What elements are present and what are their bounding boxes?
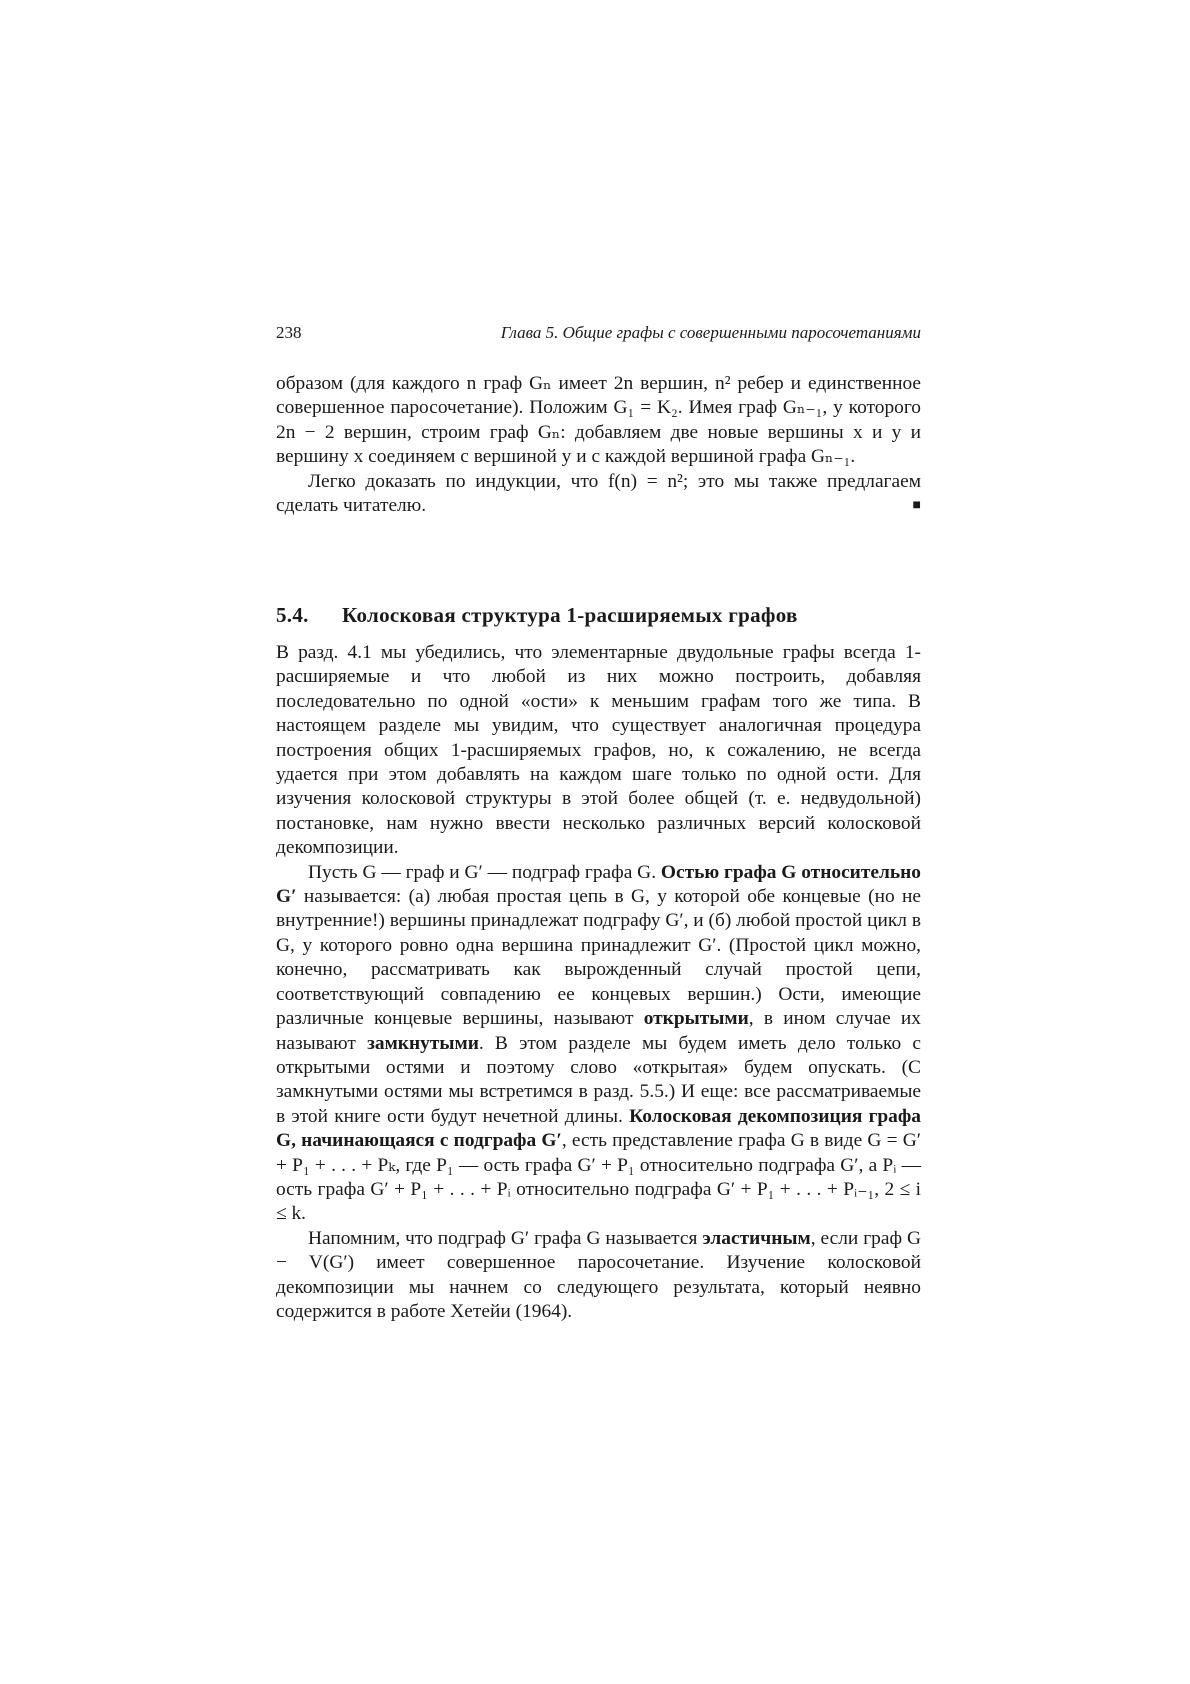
term-open: открытыми xyxy=(643,1008,749,1030)
section-number: 5.4. xyxy=(276,603,309,627)
section-body xyxy=(276,641,921,1324)
text-run: . В этом разделе мы будем иметь дело только с открытыми остями и поэтому слово «открытая» будем опускать. (С замкнутыми остями мы встретимся в разд. 5.5.) И еще: все рассматриваемые в этой книге ости будут нечетной длины. xyxy=(276,1032,921,1127)
term-ost-definition: Остью графа G относительно G′ xyxy=(276,861,921,908)
section-heading xyxy=(276,603,921,628)
term-elastic: эластичным xyxy=(702,1227,811,1249)
section-paragraph-3 xyxy=(276,1227,921,1325)
intro-paragraph-2 xyxy=(276,470,921,519)
intro-paragraph-2-text: Легко доказать по индукции, что f(n) = n²; это мы также предлагаем сделать читателю. xyxy=(276,470,921,517)
term-ear-decomposition: Колосковая декомпозиция графа G, начинающаяся с подграфа G′ xyxy=(276,1105,921,1152)
text-run: , в ином случае их называют xyxy=(276,1008,921,1054)
running-title: Глава 5. Общие графы с совершенными паросочетаниями xyxy=(500,323,921,342)
text-run: Напомним, что подграф G′ графа G называется xyxy=(308,1227,703,1249)
term-closed: замкнутыми xyxy=(367,1032,479,1054)
section-paragraph-2 xyxy=(276,861,921,1227)
section-paragraph-1: В разд. 4.1 мы убедились, что элементарные двудольные графы всегда 1-расширяемые и что любой из них можно построить, добавляя последовательно по одной «ости» к меньшим графам того же типа. В настоящем разделе мы увидим, что существует аналогичная процедура построения общих 1-расширяемых графов, но, к сожалению, не всегда удается при этом добавлять на каждом шаге только по одной ости. Для изучения колосковой структуры в этой более общей (т. е. недвудольной) постановке, нам нужно ввести несколько различных версий колосковой декомпозиции. xyxy=(276,642,921,859)
qed-square-icon: ■ xyxy=(912,498,921,514)
page-number: 238 xyxy=(276,323,302,342)
text-run: называется: (а) любая простая цепь в G, у которой обе концевые (но не внутренние!) вершины принадлежат подграфу G′, и (б) любой простой цикл в G, у которого ровно одна вершина принадлежит G′. (Простой цикл можно, конечно, рассматривать как вырожденный случай простой цепи, соответствующий совпадению ее концевых вершин.) Ости, имеющие различные концевые вершины, называют xyxy=(276,886,921,1030)
page-header xyxy=(276,323,921,347)
section-title: Колосковая структура 1-расширяемых графов xyxy=(342,603,798,627)
intro-paragraph-1: образом (для каждого n граф Gₙ имеет 2n вершин, n² ребер и единственное совершенное паросочетание). Положим G₁ = K₂. Имея граф Gₙ₋₁, у которого 2n − 2 вершин, строим граф Gₙ: добавляем две новые вершины x и y и вершину x соединяем с вершиной y и с каждой вершиной графа Gₙ₋₁. xyxy=(276,373,921,468)
text-run: , есть представление графа G в виде G = G′ + P₁ + . . . + Pₖ, где P₁ — ость графа G′ + P₁ относительно подграфа G′, а Pᵢ — ость графа G′ + P₁ + . . . + Pᵢ относительно подграфа G′ + P₁ + . . . + Pᵢ₋₁, 2 ≤ i ≤ k. xyxy=(276,1130,921,1225)
intro-text xyxy=(276,372,921,518)
text-run: Пусть G — граф и G′ — подграф графа G. xyxy=(308,861,661,883)
text-run: , если граф G − V(G′) имеет совершенное паросочетание. Изучение колосковой декомпозиции мы начнем со следующего результата, который неявно содержится в работе Хетейи (1964). xyxy=(276,1227,921,1322)
